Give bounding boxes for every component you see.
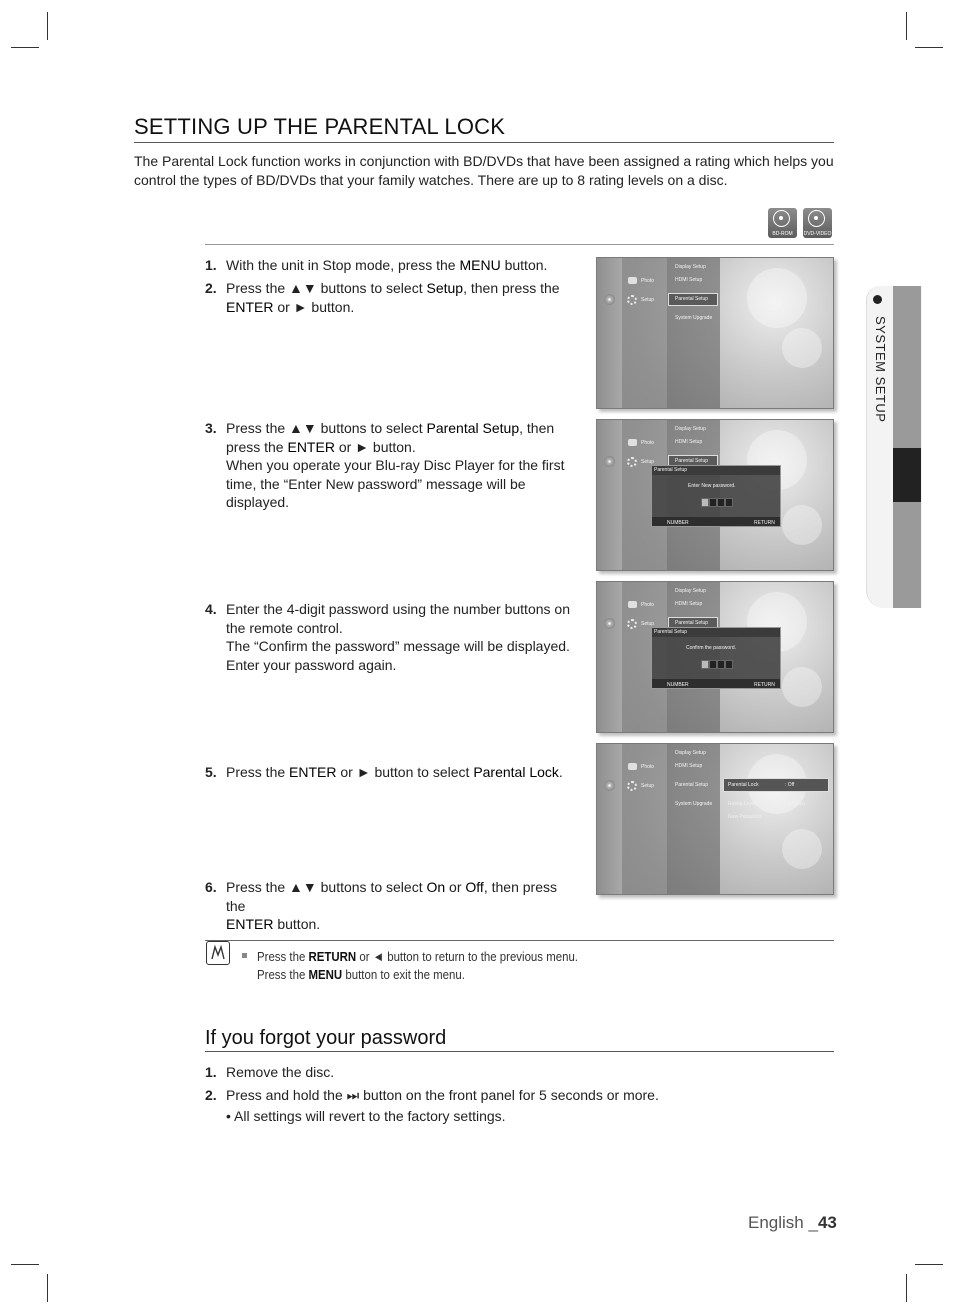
disc-icon — [604, 618, 615, 629]
password-digit — [725, 660, 733, 669]
step-number: 6. — [205, 879, 217, 895]
side-tab-label: SYSTEM SETUP — [873, 316, 888, 423]
submenu-parental-setup: Parental Setup — [675, 458, 709, 464]
step-keyword: Off — [465, 879, 484, 895]
password-digit — [717, 660, 725, 669]
step-text: or — [445, 879, 466, 895]
return-hint: RETURN — [754, 520, 775, 526]
disc-icon — [604, 294, 615, 305]
note-icon — [206, 941, 230, 965]
step-keyword: ENTER — [226, 298, 274, 315]
bullet-text: • All settings will revert to the factory settings. — [226, 1108, 506, 1124]
note-keyword: RETURN — [308, 949, 357, 964]
submenu-display-setup: Display Setup — [675, 750, 706, 756]
setup-screen-3 — [596, 581, 834, 733]
setup-screen-4 — [596, 743, 834, 895]
photo-icon — [628, 277, 637, 284]
rating-level-value: : 1 (Kids) — [785, 801, 806, 807]
step-6 — [205, 878, 575, 934]
forgot-heading: If you forgot your password — [205, 1027, 834, 1052]
submenu-parental-setup: Parental Setup — [675, 296, 709, 302]
parental-lock-value: : Off — [785, 782, 795, 788]
page-number: 43 — [817, 1213, 837, 1232]
dvd-video-icon — [803, 208, 832, 238]
step-keyword: Parental Lock — [473, 764, 559, 780]
section-divider — [205, 244, 834, 245]
menu-setup: Setup — [641, 297, 655, 303]
note-text-part: button to exit the menu. — [342, 967, 465, 982]
step-text: When you operate your Blu-ray Disc Player for the first — [226, 457, 565, 473]
note-divider — [205, 940, 834, 941]
gear-icon — [627, 457, 637, 467]
step-number: 1. — [205, 257, 217, 273]
crop-mark — [915, 47, 943, 48]
gear-icon — [627, 295, 637, 305]
password-digit — [709, 660, 717, 669]
setup-screen-2 — [596, 419, 834, 571]
step-5 — [205, 763, 575, 782]
disc-icon-label: DVD-VIDEO — [803, 231, 832, 237]
intro-line: The Parental Lock function works in conjunction with BD/DVDs that have been assigned a rating which helps you — [134, 153, 834, 169]
step-number: 3. — [205, 420, 217, 436]
note-keyword: MENU — [308, 967, 343, 982]
step-text: Press the ▲▼ buttons to select — [226, 879, 427, 895]
note-bullet-icon — [242, 953, 247, 958]
crop-mark — [906, 12, 907, 40]
step-text: Press the ▲▼ buttons to select — [226, 280, 427, 296]
step-text: , then — [519, 420, 555, 436]
step-keyword: Setup — [426, 280, 464, 296]
submenu-system-upgrade: System Upgrade — [675, 801, 713, 807]
step-text: or ► button. — [273, 298, 355, 315]
step-text: the remote control. — [226, 619, 343, 636]
step-text: With the unit in Stop mode, press the — [226, 257, 460, 273]
note-text — [257, 948, 578, 984]
step-keyword: ENTER — [289, 764, 337, 780]
step-text: Enter your password again. — [226, 656, 397, 673]
note-text-part: or ◄ button to return to the previous menu. — [356, 949, 578, 964]
submenu-hdmi-setup: HDMI Setup — [675, 277, 703, 283]
step-text: Press the — [226, 764, 290, 780]
crop-mark — [11, 1264, 39, 1265]
submenu-hdmi-setup: HDMI Setup — [675, 763, 703, 769]
step-text: or ► button to select — [336, 764, 474, 780]
step-1 — [205, 256, 575, 275]
dialog-title: Parental Setup — [654, 629, 688, 635]
disc-icon — [604, 456, 615, 467]
disc-icon — [604, 780, 615, 791]
parental-lock-label: Parental Lock — [728, 782, 759, 788]
bd-rom-icon — [768, 208, 797, 238]
crop-mark — [915, 1264, 943, 1265]
crop-mark — [47, 12, 48, 40]
page-title: SETTING UP THE PARENTAL LOCK — [134, 114, 834, 143]
page-footer — [748, 1213, 837, 1233]
submenu-parental-setup: Parental Setup — [675, 620, 709, 626]
step-2 — [205, 279, 575, 316]
rating-level-label: Rating Level — [728, 801, 756, 807]
crop-mark — [11, 47, 39, 48]
submenu-display-setup: Display Setup — [675, 426, 706, 432]
new-password-label: New Password — [728, 814, 762, 820]
submenu-parental-setup: Parental Setup — [675, 782, 709, 788]
step-text: Press the ▲▼ buttons to select — [226, 420, 427, 436]
step-text: time, the “Enter New password” message will be — [226, 475, 526, 492]
side-tab-strip — [893, 286, 921, 608]
dialog-title: Parental Setup — [654, 467, 688, 473]
submenu-hdmi-setup: HDMI Setup — [675, 601, 703, 607]
step-keyword: Parental Setup — [426, 420, 520, 436]
number-hint: NUMBER — [667, 520, 689, 526]
step-text: press the — [226, 438, 288, 455]
submenu-display-setup: Display Setup — [675, 588, 706, 594]
step-text: button. — [500, 257, 548, 273]
step-keyword: MENU — [459, 257, 501, 273]
number-hint: NUMBER — [667, 682, 689, 688]
gear-icon — [627, 619, 637, 629]
step-keyword: ENTER — [287, 438, 335, 455]
step-keyword: ENTER — [226, 916, 274, 932]
submenu-hdmi-setup: HDMI Setup — [675, 439, 703, 445]
note-text-part: Press the — [257, 949, 309, 964]
photo-icon — [628, 439, 637, 446]
password-dialog — [651, 465, 781, 527]
note-text-part: Press the — [257, 967, 309, 982]
password-digit — [701, 660, 709, 669]
step-text: , then press the — [463, 280, 560, 296]
dialog-message: Enter New password. — [688, 483, 736, 489]
return-hint: RETURN — [754, 682, 775, 688]
password-digit — [717, 498, 725, 507]
forgot-step-2 — [205, 1086, 805, 1105]
step-text: Remove the disc. — [226, 1064, 335, 1080]
submenu-system-upgrade: System Upgrade — [675, 315, 713, 321]
setup-screen-1 — [596, 257, 834, 409]
step-number: 2. — [205, 280, 217, 296]
step-number: 5. — [205, 764, 217, 780]
password-digit — [701, 498, 709, 507]
crop-mark — [47, 1274, 48, 1302]
menu-photo: Photo — [641, 278, 655, 284]
disc-icon-label: BD-ROM — [772, 231, 793, 237]
password-digit — [725, 498, 733, 507]
step-3 — [205, 419, 575, 512]
crop-mark — [906, 1274, 907, 1302]
password-dialog — [651, 627, 781, 689]
forgot-bullet — [205, 1107, 805, 1126]
side-tab-marker — [893, 448, 921, 502]
menu-setup: Setup — [641, 783, 655, 789]
step-text: The “Confirm the password” message will be displayed. — [226, 638, 570, 654]
step-text: displayed. — [226, 494, 290, 510]
photo-icon — [628, 763, 637, 770]
menu-photo: Photo — [641, 764, 655, 770]
step-text: Press and hold the ⏭ button on the front panel for 5 seconds or more. — [226, 1087, 659, 1103]
menu-photo: Photo — [641, 602, 655, 608]
password-digit — [709, 498, 717, 507]
menu-setup: Setup — [641, 459, 655, 465]
step-number: 4. — [205, 601, 217, 617]
bullet-dot-icon — [873, 295, 882, 304]
menu-setup: Setup — [641, 621, 655, 627]
step-text: button. — [273, 916, 321, 932]
step-text: , then press the — [226, 879, 557, 914]
photo-icon — [628, 601, 637, 608]
forgot-step-1 — [205, 1063, 805, 1082]
step-keyword: On — [426, 879, 446, 895]
step-number: 2. — [205, 1087, 217, 1103]
step-text: or ► button. — [334, 438, 416, 455]
intro-line: control the types of BD/DVDs that your family watches. There are up to 8 rating levels on a disc. — [134, 171, 728, 188]
footer-language: English _ — [748, 1213, 818, 1232]
submenu-display-setup: Display Setup — [675, 264, 706, 270]
intro-paragraph — [134, 152, 834, 189]
step-4 — [205, 600, 575, 674]
menu-photo: Photo — [641, 440, 655, 446]
step-number: 1. — [205, 1064, 217, 1080]
dialog-message: Confirm the password. — [686, 645, 737, 651]
step-text: . — [558, 764, 563, 780]
gear-icon — [627, 781, 637, 791]
step-text: Enter the 4-digit password using the number buttons on — [226, 601, 570, 617]
